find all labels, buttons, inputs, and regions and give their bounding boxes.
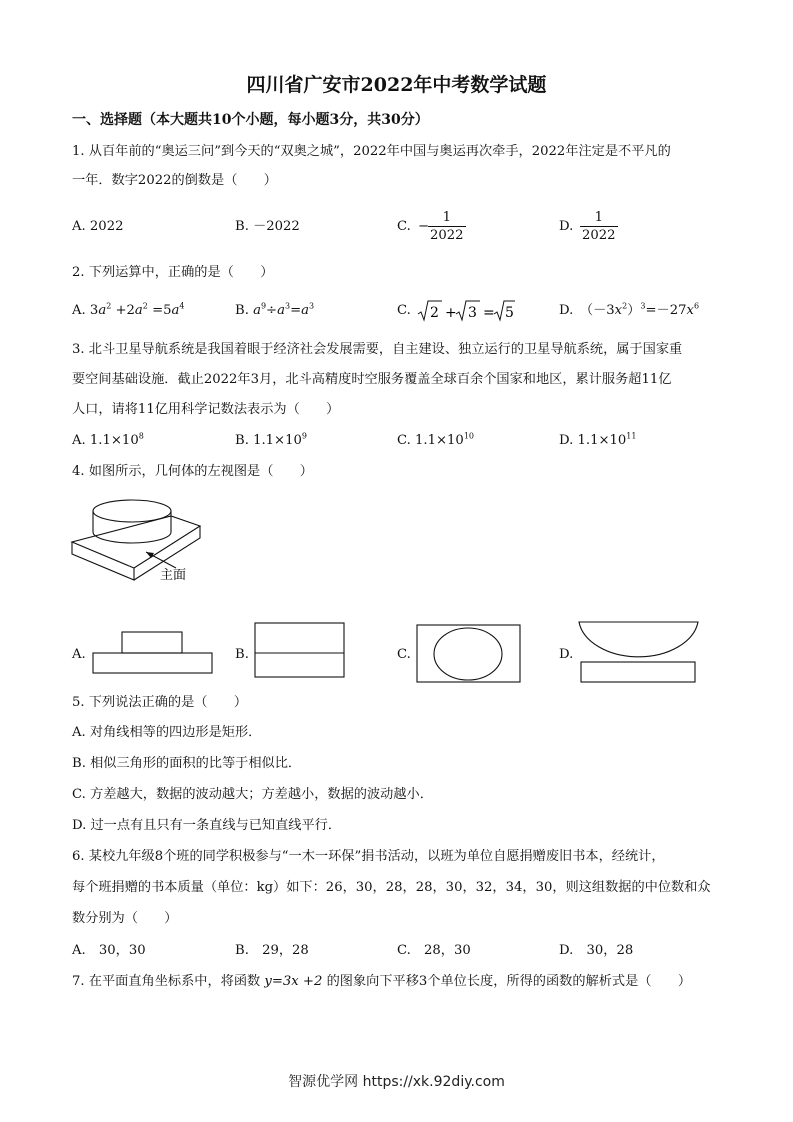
q6-stem-line1: 6. 某校九年级8个班的同学积极参与“一木一环保”捐书活动，以班为单位自愿捐赠废旧书本，经统计， (72, 849, 665, 864)
q1-option-d-label: D. (559, 219, 574, 234)
q2-a-label: A. (72, 303, 90, 318)
q2-c-radicand-2: 3 (468, 305, 477, 321)
q2-option-a: A. $3a^2 +2a^2 =5a^4$ (72, 301, 185, 318)
box-top (72, 516, 200, 568)
q3-stem-line3: 人口，请将11亿用科学记数法表示为（ ） (72, 402, 340, 417)
q4-stem: 4. 如图所示，几何体的左视图是（ ） (72, 464, 313, 479)
q4-option-a-label: A. (72, 647, 86, 662)
q1-option-c-sign: − (418, 219, 430, 234)
q6-stem-line3: 数分别为（ ） (72, 911, 178, 926)
footer-watermark: 智源优学网 https://xk.92diy.com (288, 1074, 505, 1090)
q3-option-d (559, 432, 636, 450)
q1-option-b: B. －2022 (235, 219, 300, 234)
q3-stem-line2: 要空间基础设施．截止2022年3月，北斗高精度时空服务覆盖全球百余个国家和地区，累计服务超11亿 (72, 372, 672, 387)
q4-option-a-figure (90, 629, 215, 675)
q3-c-base: C. 1.1×10 (397, 433, 464, 448)
q1-option-c-label: C. (397, 219, 411, 234)
q4-option-b-figure (252, 620, 347, 680)
q3-b-base: B. 1.1×10 (235, 433, 302, 448)
q5-option-b: B. 相似三角形的面积的比等于相似比． (72, 756, 302, 771)
q5-option-a: A. 对角线相等的四边形是矩形． (72, 725, 262, 740)
front-view-label: 主面 (160, 568, 187, 583)
q2-option-d: D. $(-3x^2)^3=-27x^6$ (559, 301, 700, 318)
q6-option-d: D. 30，28 (559, 943, 634, 958)
q3-d-base: D. 1.1×10 (559, 433, 627, 448)
q4-option-b-label: B. (235, 647, 249, 662)
q1-option-d-fraction (580, 209, 618, 244)
q1-d-denominator: 2022 (582, 228, 616, 243)
q2-c-plus: + (445, 305, 457, 321)
q4-option-d-label: D. (559, 647, 574, 662)
q4-option-c-figure (414, 622, 522, 684)
q2-d-label: D. (559, 303, 574, 318)
section-heading: 一、选择题（本大题共10个小题，每小题3分，共30分） (72, 112, 429, 128)
q1-d-numerator: 1 (580, 209, 618, 227)
q3-b-exp: 9 (301, 431, 307, 441)
q1-stem-line1: 1. 从百年前的“奥运三问”到今天的“双奥之城”，2022年中国与奥运再次牵手，2022年注定是不平凡的 (72, 144, 671, 159)
q3-a-exp: 8 (138, 431, 144, 441)
q1-option-c-fraction (428, 209, 466, 244)
q7-stem-post: 的图象向下平移3个单位长度，所得的函数的解析式是（ ） (322, 974, 692, 989)
q4-option-c-label: C. (397, 647, 411, 662)
q2-b-label: B. (235, 303, 254, 318)
q5-option-d: D. 过一点有且只有一条直线与已知直线平行． (72, 818, 342, 833)
q7-stem (72, 973, 691, 991)
q5-stem: 5. 下列说法正确的是（ ） (72, 695, 248, 710)
q2-option-c-radicals (416, 296, 516, 324)
q3-d-exp: 11 (626, 431, 637, 441)
q7-stem-pre: 7. 在平面直角坐标系中，将函数 (72, 974, 265, 989)
q3-stem-line1: 3. 北斗卫星导航系统是我国着眼于经济社会发展需要，自主建设、独立运行的卫星导航系统，属于国家重 (72, 342, 683, 357)
q6-option-a: A. 30，30 (72, 943, 146, 958)
q3-option-c (397, 432, 474, 450)
q2-stem: 2. 下列运算中，正确的是（ ） (72, 265, 274, 280)
q3-c-exp: 10 (463, 431, 474, 441)
q1-stem-line2: 一年．数字2022的倒数是（ ） (72, 173, 277, 188)
q6-stem-line2: 每个班捐赠的书本质量（单位：kg）如下：26，30，28，28，30，32，34，30，则这组数据的中位数和众 (72, 880, 711, 895)
q2-c-radicand-1: 2 (430, 305, 439, 321)
q3-option-b (235, 432, 307, 450)
q7-function: y=3x +2 (264, 974, 323, 989)
q6-option-b: B. 29，28 (235, 943, 309, 958)
page-title: 四川省广安市2022年中考数学试题 (246, 74, 547, 96)
q1-c-numerator: 1 (428, 209, 466, 227)
q3-a-base: A. 1.1×10 (72, 433, 139, 448)
q4-option-d-figure (576, 618, 702, 688)
q2-option-b: B. $a^9\div a^3=a^3$ (235, 301, 315, 318)
arrow-head (146, 552, 154, 558)
q5-option-c: C. 方差越大，数据的波动越大；方差越小，数据的波动越小． (72, 787, 433, 802)
q4-solid-figure (68, 494, 218, 586)
q6-option-c: C. 28，30 (397, 943, 471, 958)
q2-c-equals: = (483, 305, 495, 321)
q1-c-denominator: 2022 (430, 228, 464, 243)
q3-option-a (72, 432, 144, 450)
q2-c-radicand-3: 5 (505, 305, 514, 321)
q2-option-c-label: C. (397, 303, 411, 318)
q1-option-a: A. 2022 (72, 219, 124, 234)
